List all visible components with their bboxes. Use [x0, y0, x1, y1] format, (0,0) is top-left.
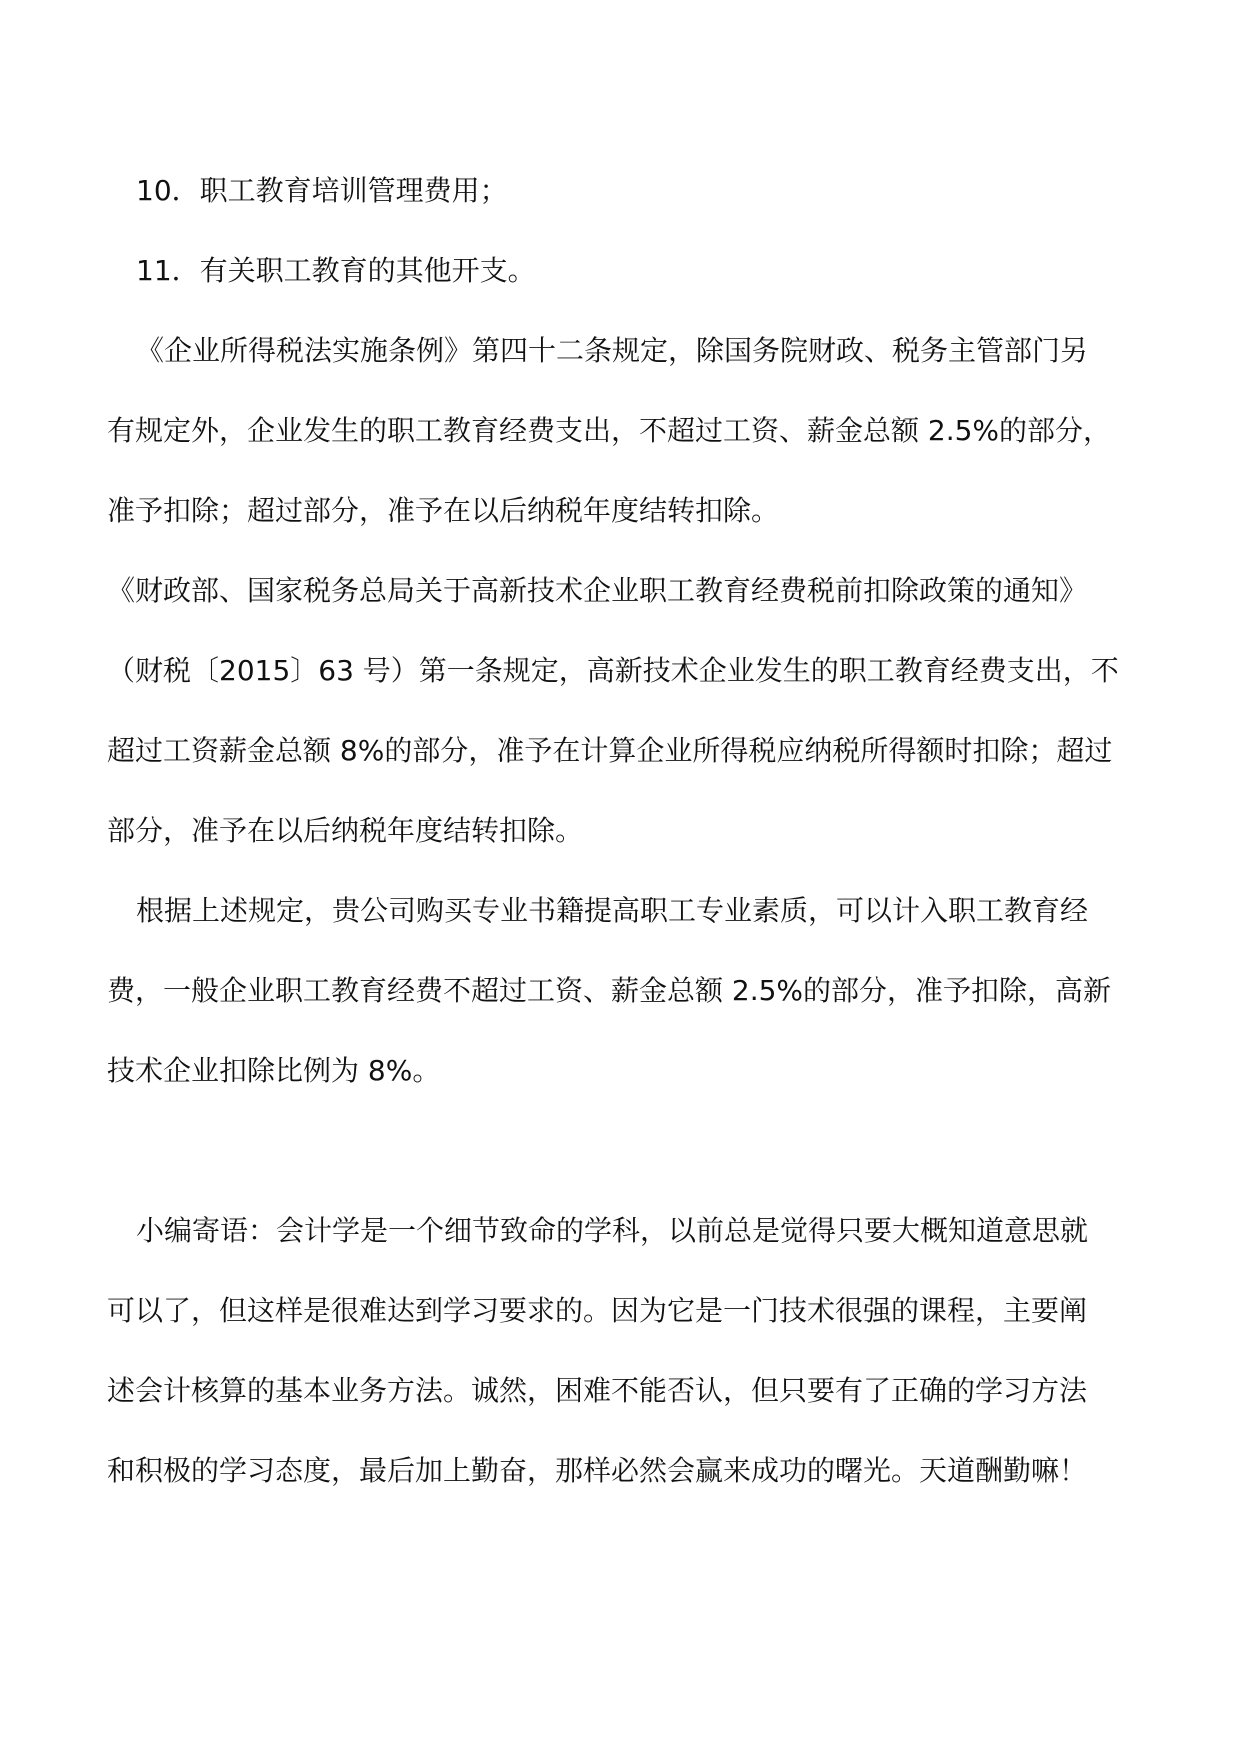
- closing-note-line-3: 述会计核算的基本业务方法。诚然，困难不能否认，但只要有了正确的学习方法: [107, 1374, 1088, 1407]
- paragraph-notice-line-3: 超过工资薪金总额 8%的部分，准予在计算企业所得税应纳税所得额时扣除；超过: [107, 734, 1113, 767]
- closing-note-line-2: 可以了，但这样是很难达到学习要求的。因为它是一门技术很强的课程，主要阐: [107, 1294, 1088, 1327]
- closing-note-line-1: 小编寄语：会计学是一个细节致命的学科，以前总是觉得只要大概知道意思就: [136, 1214, 1089, 1247]
- list-item-11: 11．有关职工教育的其他开支。: [136, 254, 536, 287]
- paragraph-conclusion-line-1: 根据上述规定，贵公司购买专业书籍提高职工专业素质，可以计入职工教育经: [136, 894, 1089, 927]
- paragraph-notice-line-4: 部分，准予在以后纳税年度结转扣除。: [107, 814, 584, 847]
- closing-note-line-4: 和积极的学习态度，最后加上勤奋，那样必然会赢来成功的曙光。天道酬勤嘛！: [107, 1454, 1088, 1487]
- paragraph-tax-law-line-3: 准予扣除；超过部分，准予在以后纳税年度结转扣除。: [107, 494, 780, 527]
- paragraph-notice-line-1: 《财政部、国家税务总局关于高新技术企业职工教育经费税前扣除政策的通知》: [107, 574, 1088, 607]
- paragraph-conclusion-line-3: 技术企业扣除比例为 8%。: [107, 1054, 441, 1087]
- paragraph-tax-law-line-1: 《企业所得税法实施条例》第四十二条规定，除国务院财政、税务主管部门另: [136, 334, 1089, 367]
- list-item-10: 10．职工教育培训管理费用；: [136, 174, 508, 207]
- paragraph-conclusion-line-2: 费，一般企业职工教育经费不超过工资、薪金总额 2.5%的部分，准予扣除，高新: [107, 974, 1112, 1007]
- paragraph-tax-law-line-2: 有规定外，企业发生的职工教育经费支出，不超过工资、薪金总额 2.5%的部分，: [107, 414, 1112, 447]
- paragraph-notice-line-2: （财税〔2015〕63 号）第一条规定，高新技术企业发生的职工教育经费支出，不: [107, 654, 1119, 687]
